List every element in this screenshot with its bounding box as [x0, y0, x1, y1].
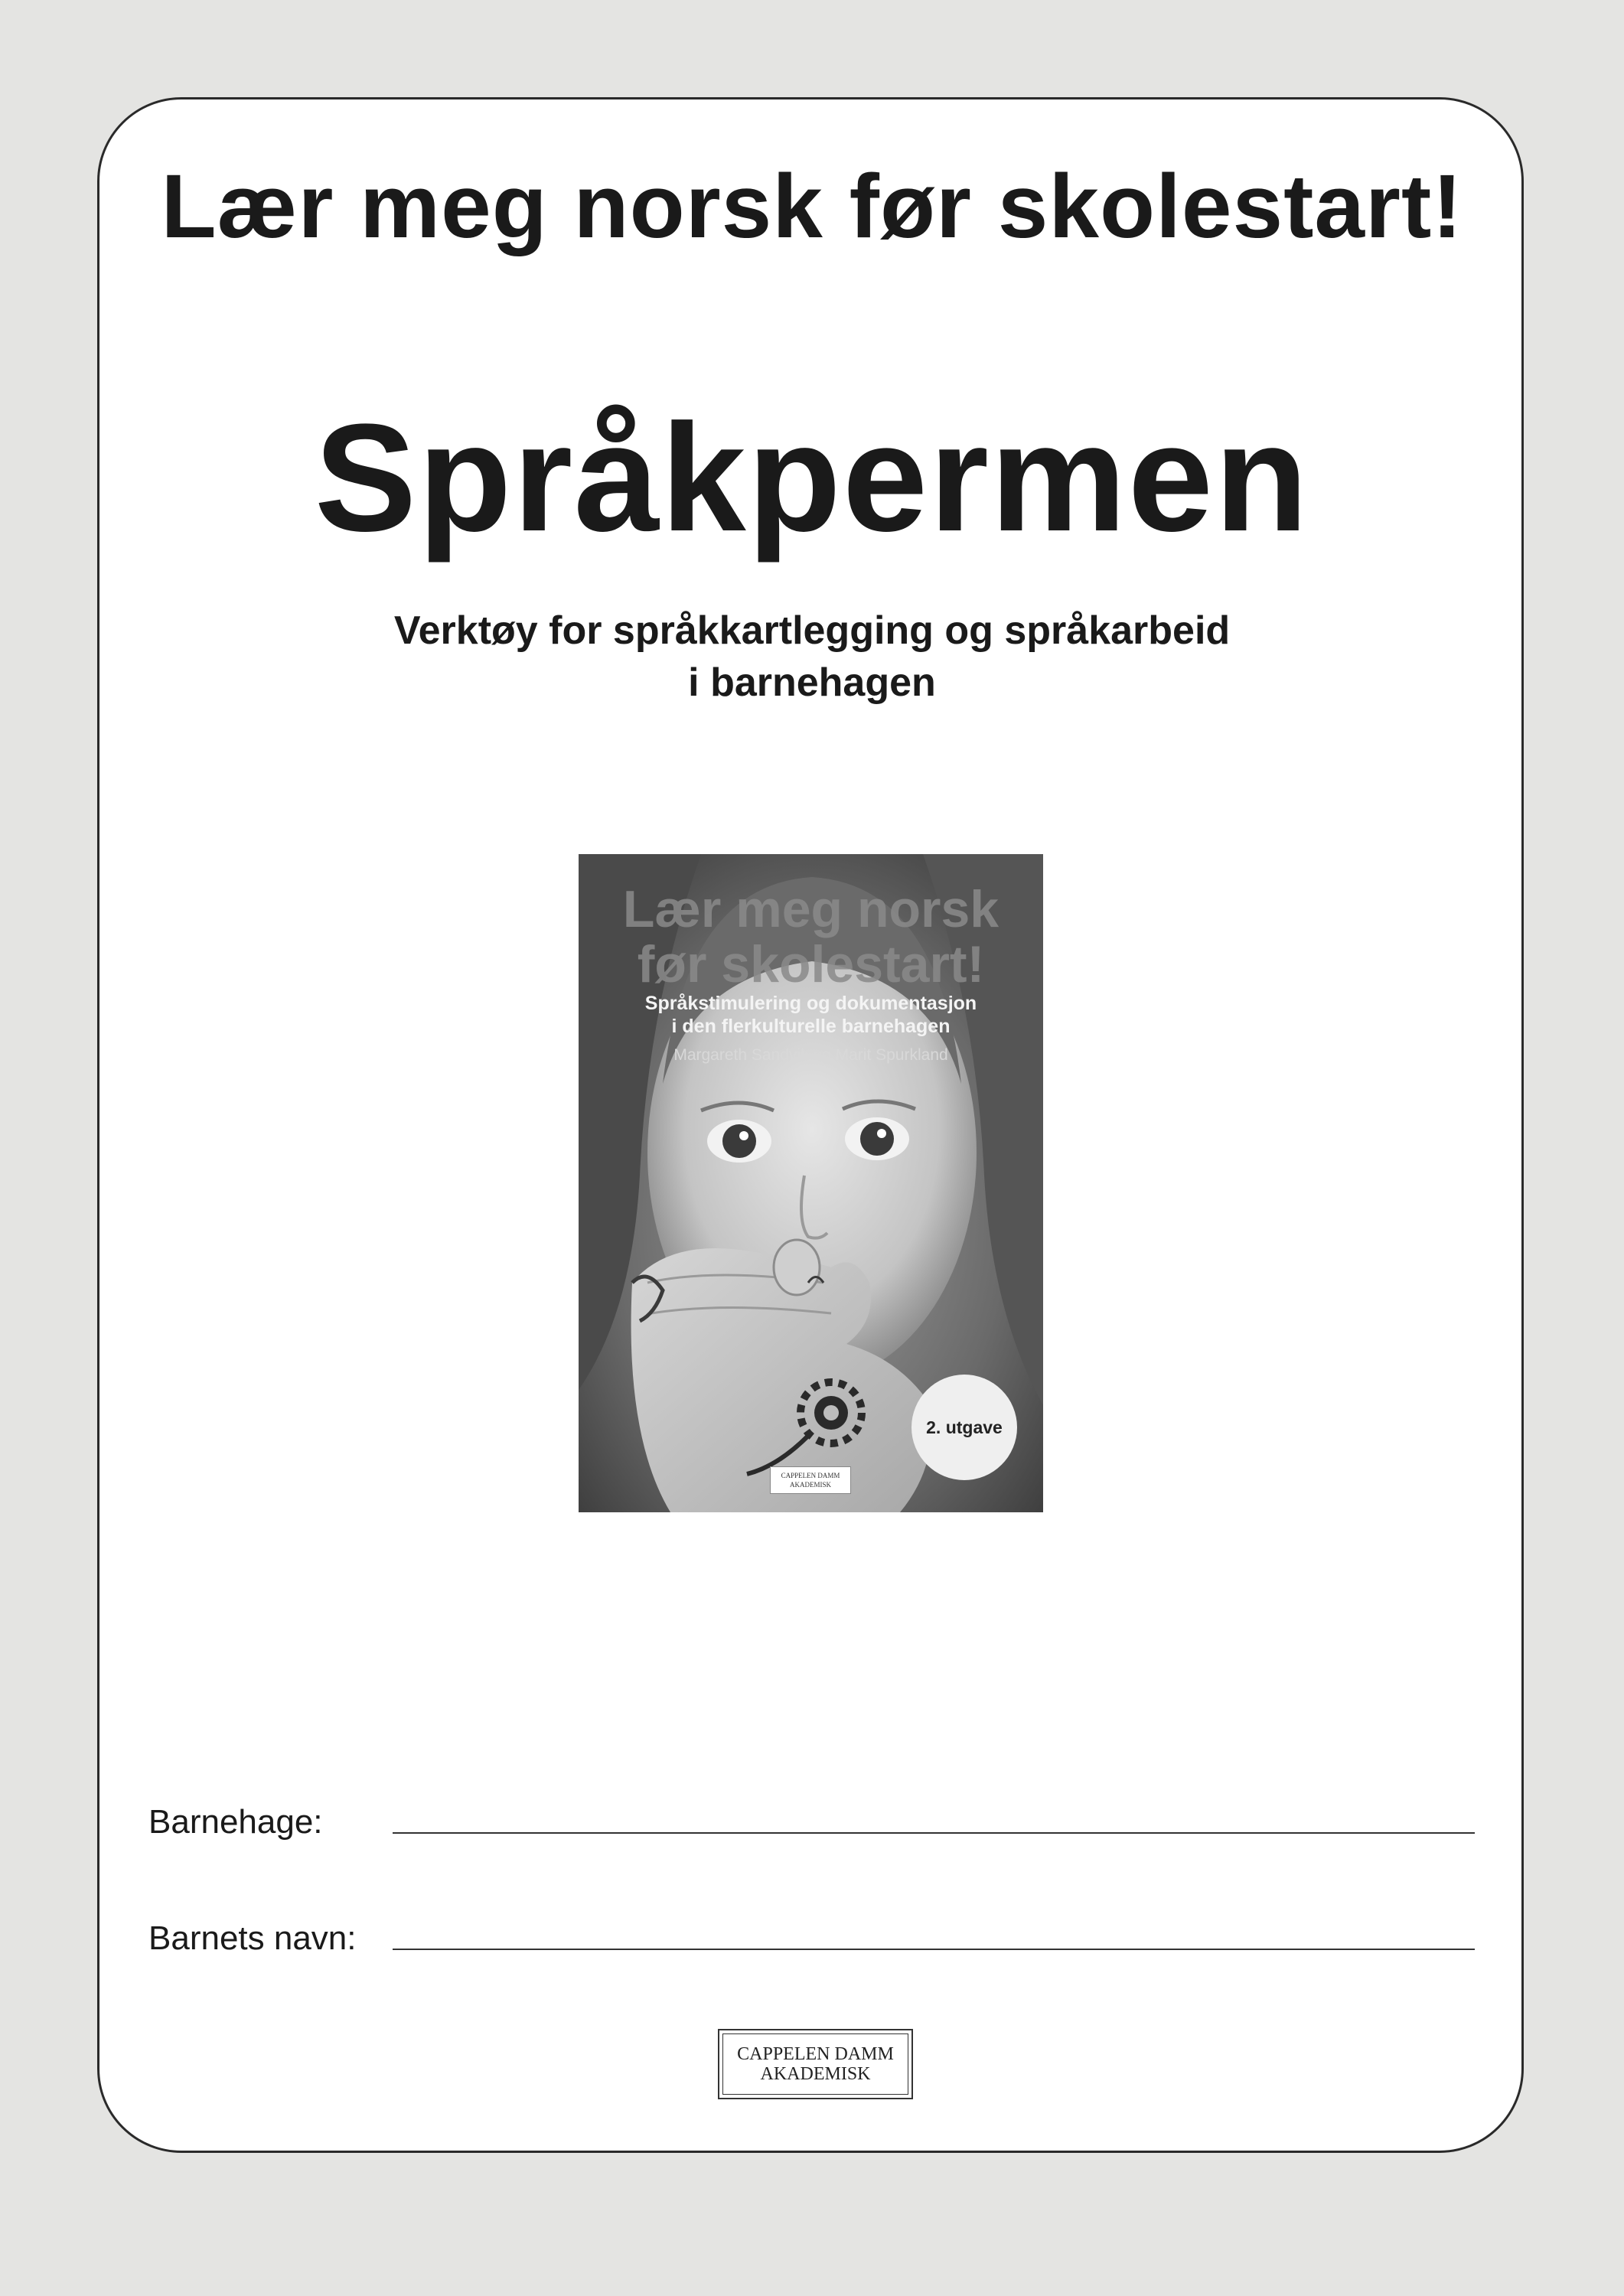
edition-badge: 2. utgave [911, 1375, 1017, 1480]
book-cover-image [579, 854, 1043, 1512]
child-name-label: Barnets navn: [148, 1919, 357, 1957]
cover-authors: Margareth Sandvik og Marit Spurkland [673, 1046, 948, 1064]
cover-publisher-logo: CAPPELEN DAMM AKADEMISK [770, 1466, 851, 1494]
series-title: Lær meg norsk før skolestart! [161, 156, 1463, 257]
cover-title: Lær meg norsk før skolestart! [622, 880, 1000, 993]
publisher-logo: CAPPELEN DAMM AKADEMISK [718, 2029, 913, 2099]
kindergarten-label: Barnehage: [148, 1803, 323, 1841]
subtitle [0, 605, 1624, 709]
child-name-field-line[interactable] [393, 1949, 1475, 1950]
kindergarten-field-line[interactable] [393, 1832, 1475, 1834]
subtitle-line-2: i barnehagen [688, 660, 936, 705]
subtitle-line-1: Verktøy for språkkartlegging og språkarbeid [393, 608, 1231, 653]
page-title: Språkpermen [314, 393, 1310, 563]
cover-subtitle: Språkstimulering og dokumentasjon i den flerkulturelle barnehagen [644, 993, 977, 1037]
